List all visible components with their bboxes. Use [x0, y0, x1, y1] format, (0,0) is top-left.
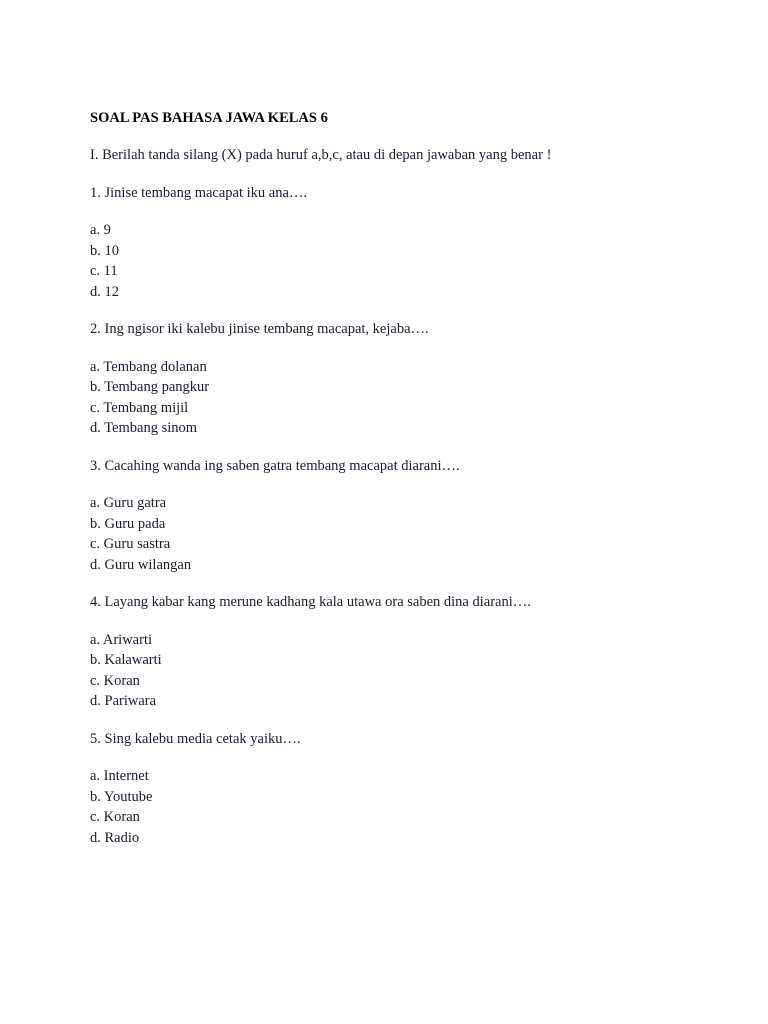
question-text: 5. Sing kalebu media cetak yaiku….	[90, 730, 301, 747]
option-item: c. Guru sastra	[90, 536, 171, 552]
option-item: a. Internet	[90, 768, 149, 784]
option-item: d. Guru wilangan	[90, 556, 192, 573]
option-item: a. Ariwarti	[90, 631, 153, 648]
question-block	[90, 456, 730, 576]
question-text: 1. Jinise tembang macapat iku ana….	[90, 184, 308, 201]
instruction-text: I. Berilah tanda silang (X) pada huruf a,b,c, atau di depan jawaban yang benar !	[90, 147, 552, 163]
option-item: c. Koran	[90, 809, 140, 825]
option-list	[90, 220, 730, 302]
option-list	[90, 766, 730, 848]
question-block	[90, 319, 730, 439]
option-item: d. 12	[90, 283, 119, 300]
option-item: b. Kalawarti	[90, 652, 162, 668]
option-item: b. Tembang pangkur	[90, 379, 210, 395]
document-title: SOAL PAS BAHASA JAWA KELAS 6	[90, 110, 328, 126]
option-item: c. Koran	[90, 672, 140, 689]
question-block	[90, 729, 730, 849]
question-text: 2. Ing ngisor iki kalebu jinise tembang macapat, kejaba….	[90, 321, 429, 337]
question-text: 3. Cacahing wanda ing saben gatra tembang macapat diarani….	[90, 457, 460, 474]
option-item: b. Guru pada	[90, 515, 166, 532]
option-item: d. Tembang sinom	[90, 420, 198, 436]
option-item: c. 11	[90, 263, 118, 279]
option-item: a. 9	[90, 222, 111, 238]
question-block	[90, 183, 730, 303]
option-item: c. Tembang mijil	[90, 399, 189, 416]
option-item: b. 10	[90, 242, 119, 259]
option-item: b. Youtube	[90, 788, 153, 805]
option-item: a. Tembang dolanan	[90, 358, 207, 375]
option-list	[90, 630, 730, 712]
option-list	[90, 357, 730, 439]
question-text: 4. Layang kabar kang merune kadhang kala utawa ora saben dina diarani….	[90, 594, 531, 610]
question-block	[90, 592, 730, 712]
option-item: d. Radio	[90, 829, 140, 846]
option-item: a. Guru gatra	[90, 495, 167, 511]
document-page	[90, 108, 730, 848]
option-list	[90, 493, 730, 575]
option-item: d. Pariwara	[90, 693, 157, 709]
